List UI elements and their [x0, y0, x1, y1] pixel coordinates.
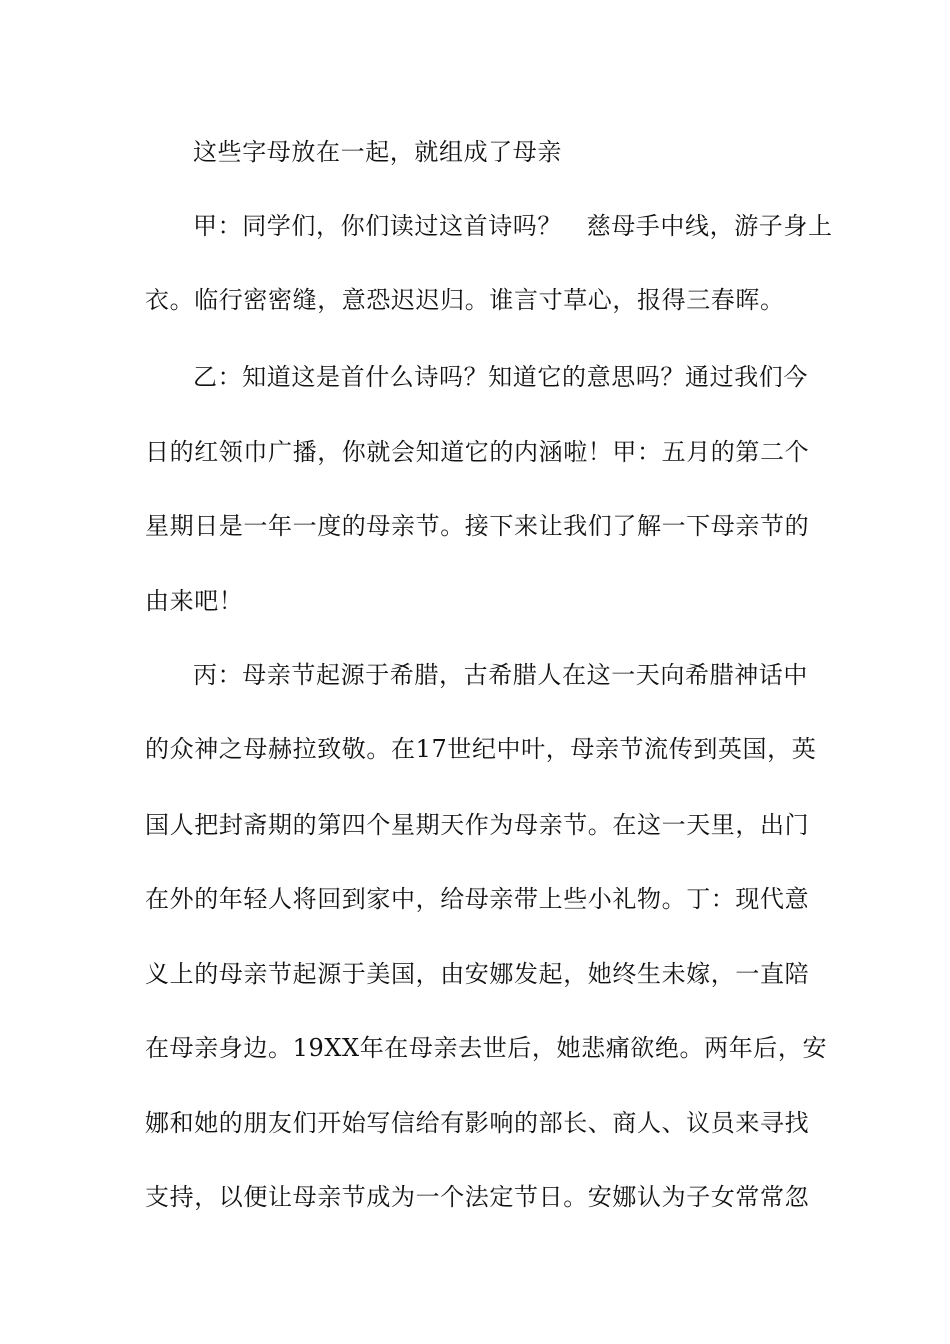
text-line: 星期日是一年一度的母亲节。接下来让我们了解一下母亲节的: [145, 512, 810, 540]
text-line: 在外的年轻人将回到家中，给母亲带上些小礼物。丁：现代意: [145, 885, 810, 913]
text-line: 由来吧！: [145, 587, 244, 615]
text-line: 衣。临行密密缝，意恐迟迟归。谁言寸草心，报得三春晖。: [145, 286, 785, 314]
text-line: 的众神之母赫拉致敬。在17世纪中叶，母亲节流传到英国，英: [145, 735, 817, 763]
text-line: 这些字母放在一起，就组成了母亲: [193, 138, 562, 166]
text-line: 支持，以便让母亲节成为一个法定节日。安娜认为子女常常忽: [145, 1183, 810, 1211]
text-line: 乙：知道这是首什么诗吗？知道它的意思吗？通过我们今: [193, 363, 808, 391]
text-line: 义上的母亲节起源于美国，由安娜发起，她终生未嫁，一直陪: [145, 960, 810, 988]
text-line: 丙：母亲节起源于希腊，古希腊人在这一天向希腊神话中: [193, 661, 808, 689]
text-line: 日的红领巾广播，你就会知道它的内涵啦！甲：五月的第二个: [145, 438, 810, 466]
text-line: 娜和她的朋友们开始写信给有影响的部长、商人、议员来寻找: [145, 1109, 810, 1137]
text-line: 甲：同学们，你们读过这首诗吗？ 慈母手中线，游子身上: [193, 212, 833, 240]
text-line: 国人把封斋期的第四个星期天作为母亲节。在这一天里，出门: [145, 811, 810, 839]
text-line: 在母亲身边。19XX年在母亲去世后，她悲痛欲绝。两年后，安: [145, 1034, 828, 1062]
